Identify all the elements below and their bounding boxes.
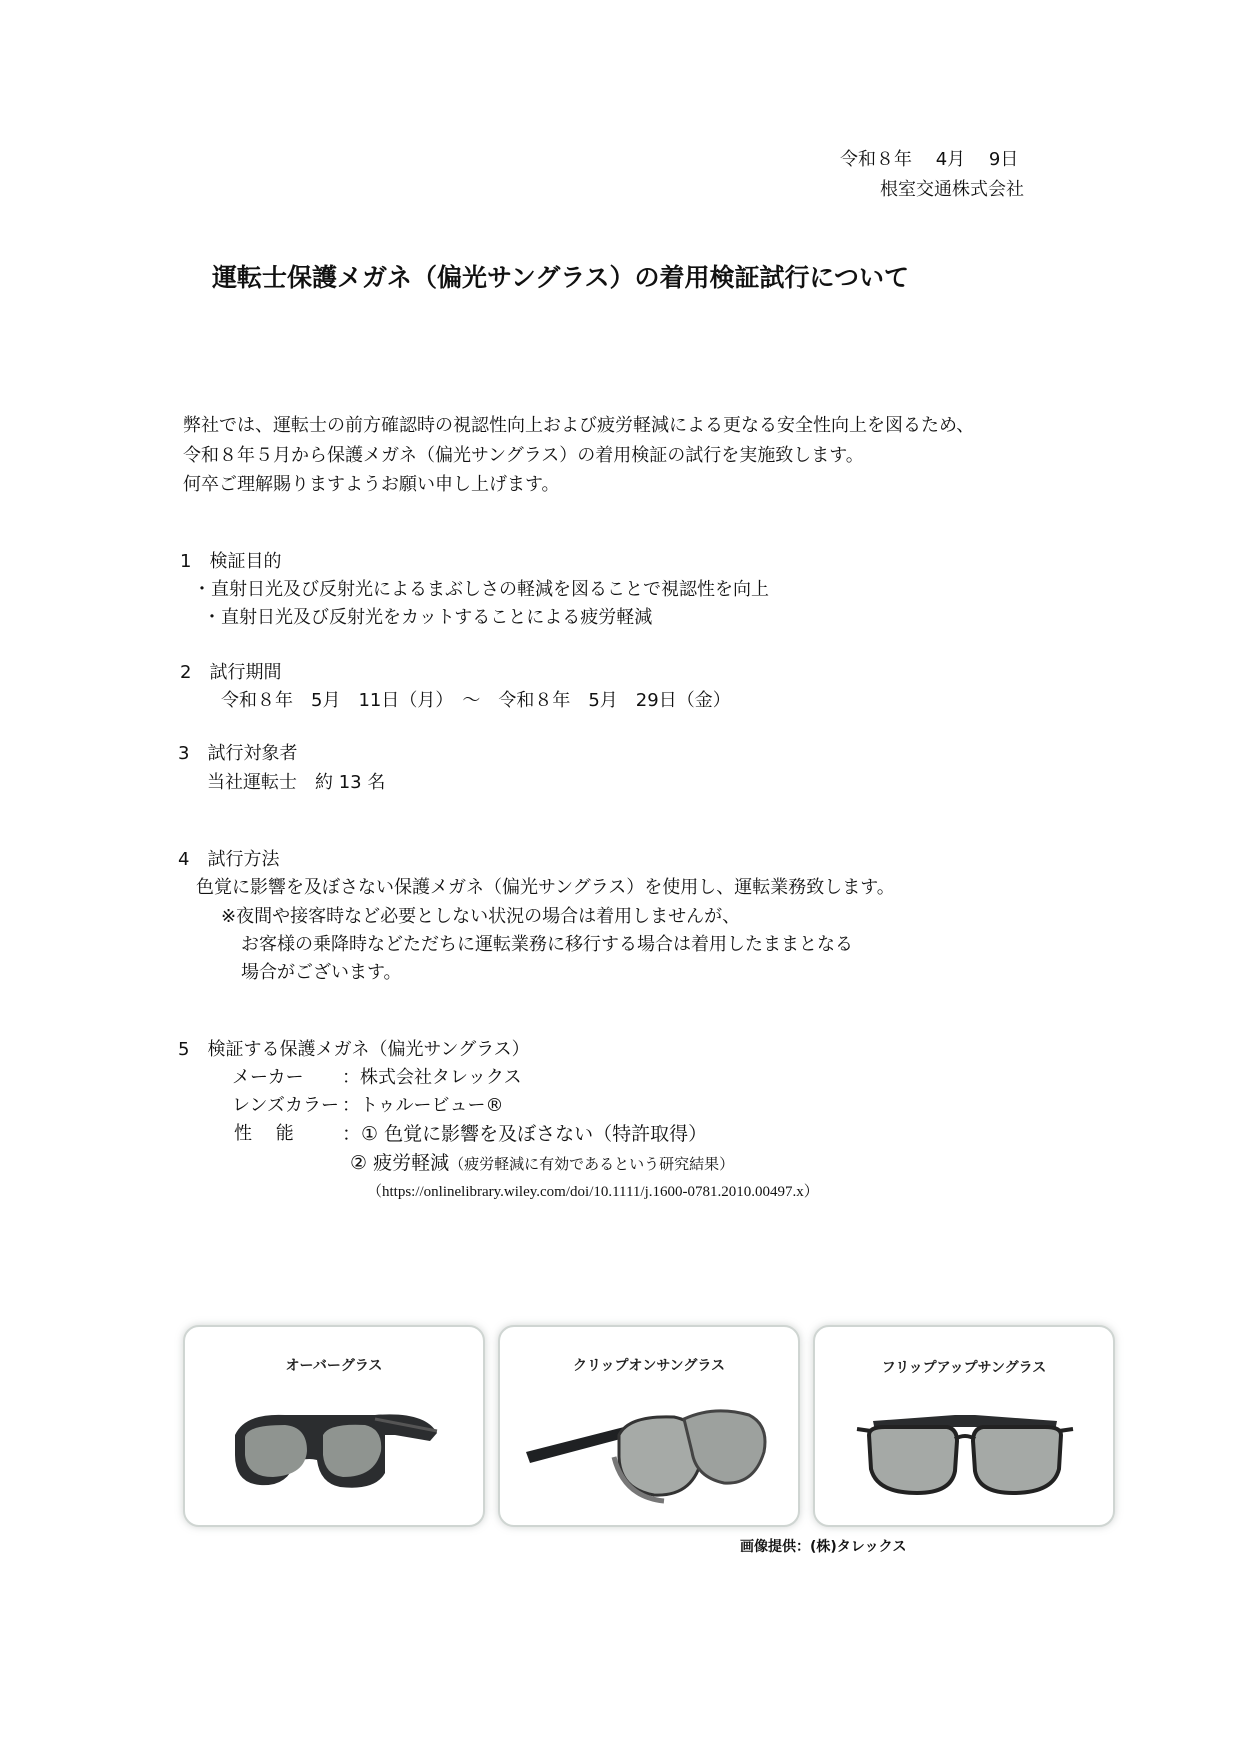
section-target-heading: 3 試行対象者 — [178, 743, 298, 764]
product-card-clip-on — [498, 1325, 800, 1527]
target-text: 当社運転士 約 13 名 — [207, 772, 386, 793]
product-card-overglass — [183, 1325, 485, 1527]
section-method-heading: 4 試行方法 — [178, 849, 280, 870]
method-line-3: お客様の乗降時などただちに運転業務に移行する場合は着用したままとなる — [241, 934, 853, 955]
product-card-flip-up — [813, 1325, 1115, 1527]
clip-on-sunglasses-icon — [524, 1397, 774, 1507]
performance-item-2 — [350, 1151, 734, 1176]
section-period-heading: 2 試行期間 — [180, 662, 282, 683]
method-line-4: 場合がございます。 — [241, 962, 402, 983]
section-purpose-heading: 1 検証目的 — [180, 551, 282, 572]
intro-line-1: 弊社では、運転士の前方確認時の視認性向上および疲労軽減による更なる安全性向上を図るため、 — [183, 415, 975, 436]
overglass-icon — [225, 1405, 445, 1495]
section-glasses-heading: 5 検証する保護メガネ（偏光サングラス） — [178, 1039, 530, 1060]
method-line-2: ※夜間や接客時など必要としない状況の場合は着用しませんが、 — [221, 906, 741, 927]
performance-label: 性 能 — [234, 1123, 294, 1144]
product-label: オーバーグラス — [285, 1358, 383, 1374]
research-url: （https://onlinelibrary.wiley.com/doi/10.1111/j.1600-0781.2010.00497.x） — [367, 1184, 819, 1200]
lens-value: ：トゥルービュー® — [342, 1095, 504, 1116]
purpose-item-1: ・直射日光及び反射光によるまぶしさの軽減を図ることで視認性を向上 — [193, 579, 769, 600]
performance-item-2-note: （疲労軽減に有効であるという研究結果） — [449, 1155, 735, 1173]
maker-value: ：株式会社タレックス — [342, 1067, 522, 1088]
document-date: 令和８年 4月 9日 — [840, 149, 1019, 170]
intro-line-3: 何卒ご理解賜りますようお願い申し上げます。 — [183, 474, 560, 495]
period-text: 令和８年 5月 11日（月） ～ 令和８年 5月 29日（金） — [221, 690, 731, 711]
method-line-1: 色覚に影響を及ぼさない保護メガネ（偏光サングラス）を使用し、運転業務致します。 — [196, 877, 895, 898]
flip-up-sunglasses-icon — [855, 1405, 1075, 1505]
document-title: 運転士保護メガネ（偏光サングラス）の着用検証試行について — [212, 263, 910, 292]
company-name: 根室交通株式会社 — [880, 179, 1024, 200]
performance-item-2-main: ② 疲労軽減 — [350, 1152, 450, 1174]
product-label: フリップアップサングラス — [881, 1360, 1047, 1376]
image-credit: 画像提供：(株)タレックス — [740, 1539, 907, 1555]
intro-line-2: 令和８年５月から保護メガネ（偏光サングラス）の着用検証の試行を実施致します。 — [183, 445, 864, 466]
purpose-item-2: ・直射日光及び反射光をカットすることによる疲労軽減 — [203, 607, 653, 628]
lens-label: レンズカラー — [232, 1095, 340, 1116]
product-label: クリップオンサングラス — [573, 1358, 725, 1374]
performance-item-1: ：① 色覚に影響を及ぼさない（特許取得） — [342, 1123, 708, 1145]
maker-label: メーカー — [232, 1067, 304, 1088]
